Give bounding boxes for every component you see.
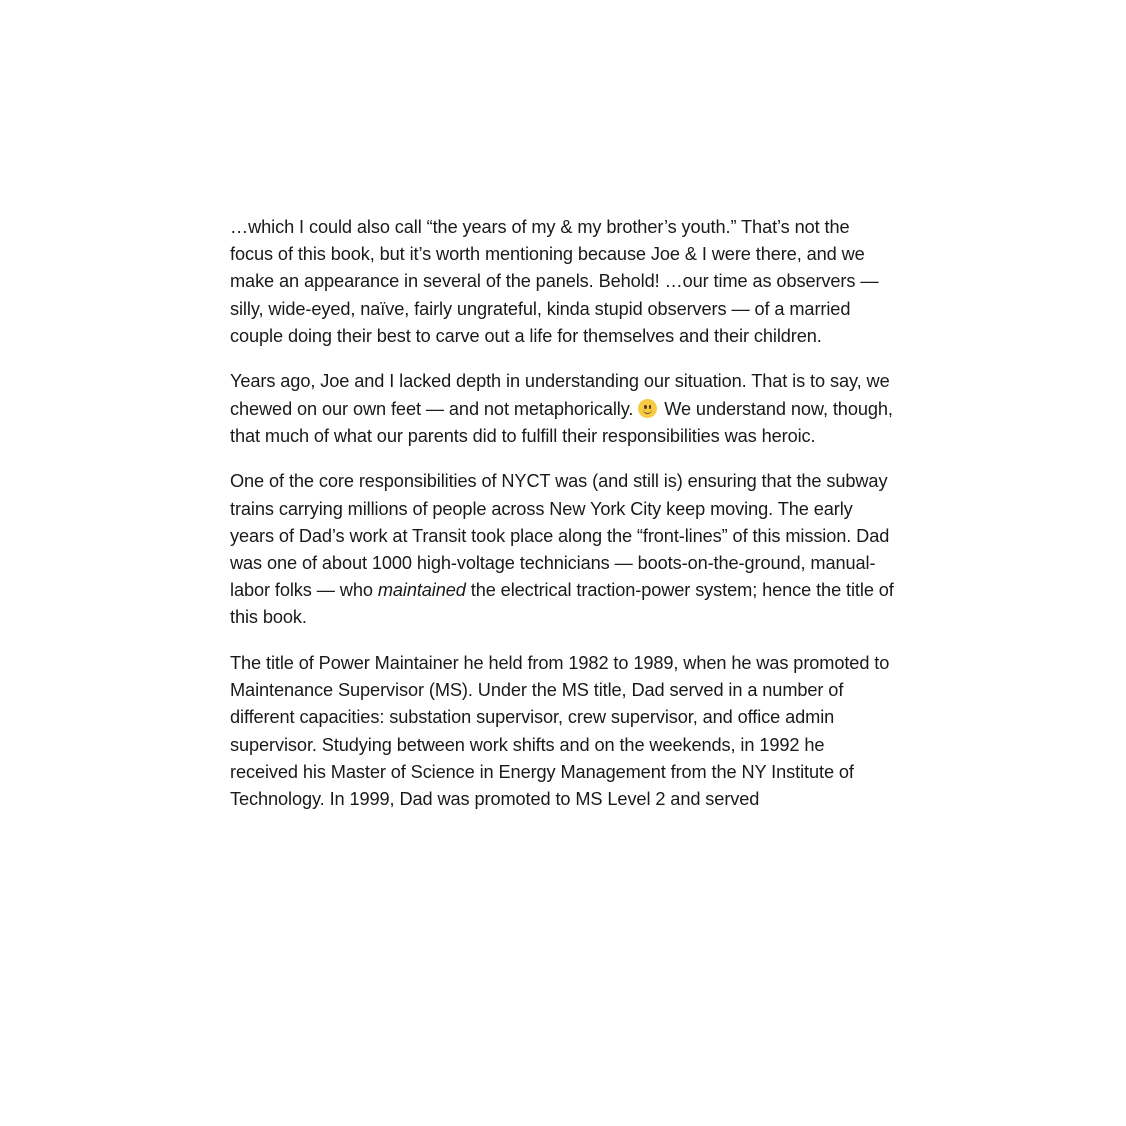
paragraph-2-text-start: Years ago, Joe and I lacked depth in understanding our situation. That is to say, we chewed on our own feet — and not metaphorically. [230,371,890,419]
paragraph-4 [230,650,894,813]
paragraph-3-text-end: the electrical traction-power system; hence the title of this book. [230,580,894,628]
paragraph-3 [230,468,894,631]
paragraph-4-text: The title of Power Maintainer he held from 1982 to 1989, when he was promoted to Maintenance Supervisor (MS). Under the MS title, Dad served in a number of different capacities: substation supervisor, crew supervisor, and office admin supervisor. Studying between work shifts and on the weekends, in 1992 he received his Master of Science in Energy Management from the NY Institute of Technology. In 1999, Dad was promoted to MS Level 2 and served [230,653,890,810]
paragraph-2-text-end: We understand now, though, that much of what our parents did to fulfill their responsibilities was heroic. [230,398,893,446]
emphasis-maintained: maintained [377,580,466,601]
paragraph-1 [230,214,894,350]
paragraph-3-text-start: One of the core responsibilities of NYCT was (and still is) ensuring that the subway trains carrying millions of people across New York City keep moving. The early years of Dad’s work at Transit took place along the “front-lines” of this mission. Dad was one of about 1000 high-voltage technicians — boots-on-the-ground, manual-labor folks — who [230,471,890,601]
paragraph-2 [230,368,894,450]
book-page-text [230,214,894,832]
paragraph-1-text: …which I could also call “the years of my & my brother’s youth.” That’s not the focus of this book, but it’s worth mentioning because Joe & I were there, and we make an appearance in several of the panels. Behold! …our time as observers — silly, wide-eyed, naïve, fairly ungrateful, kinda stupid observers — of a married couple doing their best to carve out a life for themselves and their children. [230,217,879,346]
slightly-smiling-face-icon [638,399,657,418]
